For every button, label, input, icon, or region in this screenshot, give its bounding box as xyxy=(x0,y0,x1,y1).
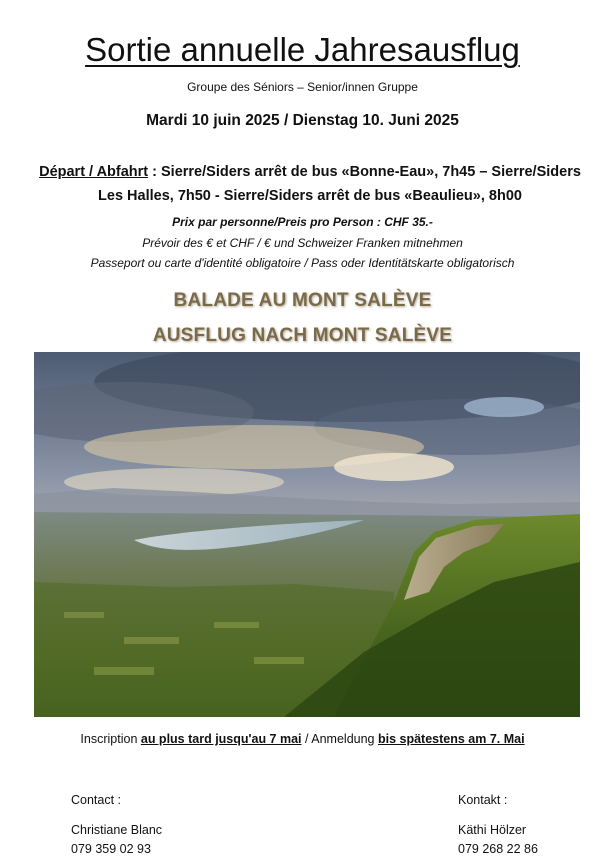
contact-left-label: Contact : xyxy=(71,793,122,807)
headline-french: BALADE AU MONT SALÈVE xyxy=(173,290,432,311)
signup-prefix: Inscription xyxy=(80,732,141,746)
group-subtitle: Groupe des Séniors – Senior/innen Gruppe xyxy=(187,80,418,94)
contact-left-phone: 079 359 02 93 xyxy=(71,842,151,856)
deadline-french: au plus tard jusqu'au 7 mai xyxy=(140,732,302,746)
page-title: Sortie annuelle Jahresausflug xyxy=(85,31,520,68)
mont-saleve-photo xyxy=(34,352,580,717)
headline-german: AUSFLUG NACH MONT SALÈVE xyxy=(152,325,453,346)
event-date: Mardi 10 juin 2025 / Dienstag 10. Juni 2025 xyxy=(146,112,459,129)
departure-label: Départ / Abfahrt xyxy=(39,164,149,180)
departure-info xyxy=(30,160,590,208)
contact-right-phone: 079 268 22 86 xyxy=(458,842,538,856)
id-note: Passeport ou carte d'identité obligatoire / Pass oder Identitätskarte obligatorisch xyxy=(90,256,515,270)
price-line: Prix par personne/Preis pro Person : CHF 35.- xyxy=(172,215,433,229)
signup-middle: / Anmeldung xyxy=(301,732,378,746)
registration-deadline xyxy=(0,732,605,746)
departure-text: : Sierre/Siders arrêt de bus «Bonne-Eau», 7h45 – Sierre/Siders Les Halles, 7h50 - Sierre/Siders arrêt de bus «Beaulieu», 8h00 xyxy=(98,164,581,204)
deadline-german: bis spätestens am 7. Mai xyxy=(377,732,525,746)
contact-left-name: Christiane Blanc xyxy=(71,823,163,837)
contact-right-label: Kontakt : xyxy=(458,793,508,807)
contact-right-name: Käthi Hölzer xyxy=(458,823,527,837)
currency-note: Prévoir des € et CHF / € und Schweizer Franken mitnehmen xyxy=(142,236,463,250)
